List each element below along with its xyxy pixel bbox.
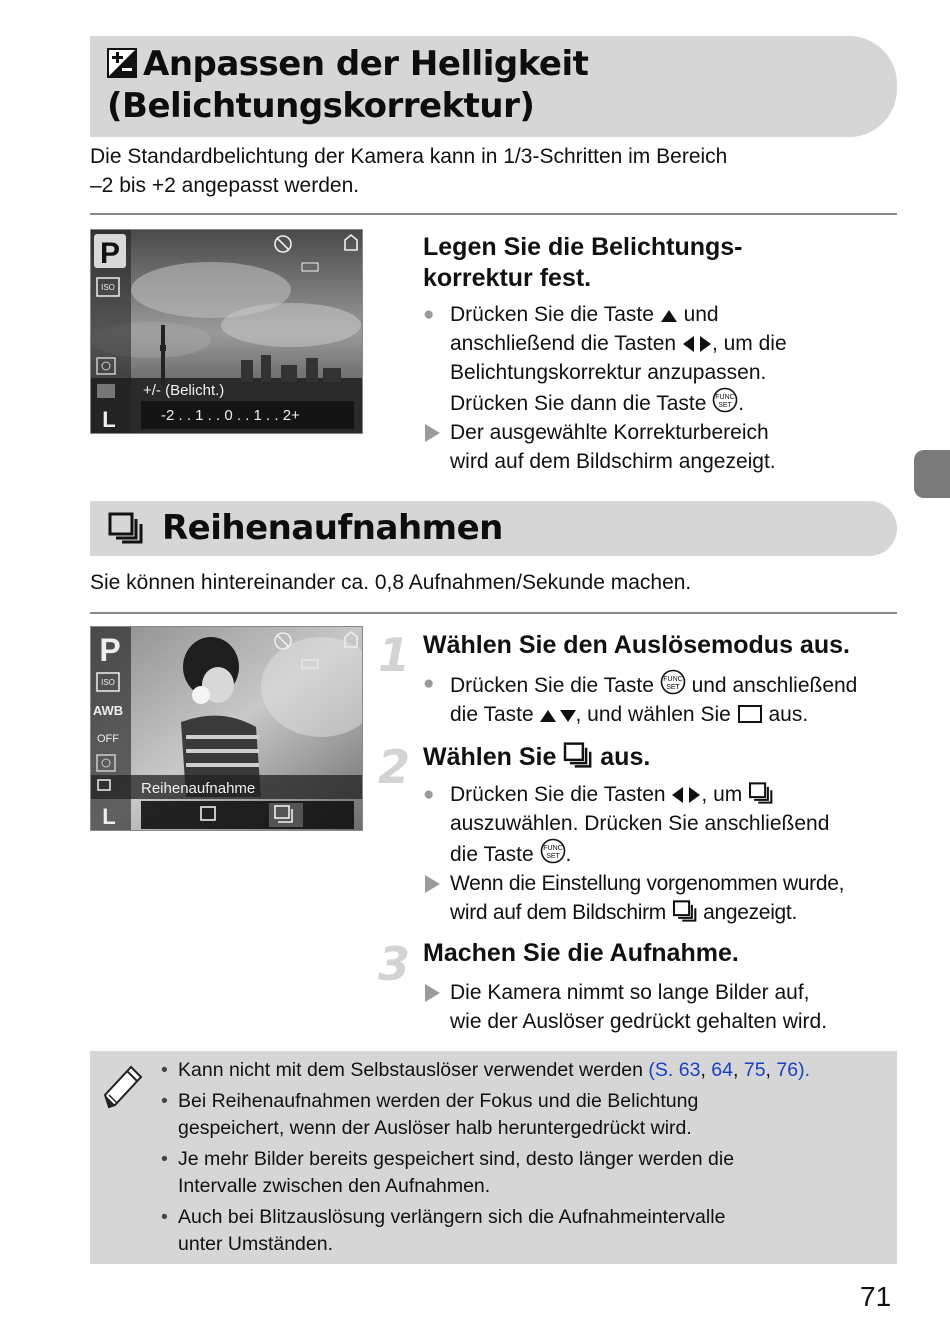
triangle-bullet-icon xyxy=(423,423,441,443)
screen-menu-label: +/- (Belicht.) xyxy=(143,382,225,399)
svg-text:AWB: AWB xyxy=(92,703,124,718)
circle-bullet-icon: ● xyxy=(423,304,435,325)
left-right-arrows-icon xyxy=(671,786,701,804)
step-number-2: 2 xyxy=(378,740,411,794)
step-number-3: 3 xyxy=(378,937,411,991)
page-ref-link: ). xyxy=(798,1059,811,1081)
step-title-3: Machen Sie die Aufnahme. xyxy=(423,939,739,967)
note-item: • Bei Reihenaufnahmen werden der Fokus und die Belichtung gespeichert, wenn der Auslöser halb heruntergedrückt wird. xyxy=(161,1090,699,1139)
page-ref-link[interactable]: 64 xyxy=(711,1059,733,1081)
svg-text:ISO: ISO xyxy=(101,678,115,687)
mode-indicator: P xyxy=(99,632,121,668)
divider xyxy=(90,612,897,614)
instruction-step-1: ● Drücken Sie die Taste FUNC SET und anschließend die Taste , und wählen Sie aus. xyxy=(423,669,893,729)
note-item: • Je mehr Bilder bereits gespeichert sind, desto länger werden die Intervalle zwischen den Aufnahmen. xyxy=(161,1148,735,1197)
func-set-button-icon xyxy=(712,387,738,413)
svg-text:SET: SET xyxy=(718,402,733,409)
result-step-3: Die Kamera nimmt so lange Bilder auf, wie der Auslöser gedrückt gehalten wird. xyxy=(423,978,827,1036)
func-set-button-icon xyxy=(660,669,686,695)
step-title-exposure: Legen Sie die Belichtungs- korrektur fest. xyxy=(423,233,743,292)
left-right-arrows-icon xyxy=(682,335,712,353)
step-title-2: Wählen Sie aus. xyxy=(423,743,651,771)
step-title-1: Wählen Sie den Auslösemodus aus. xyxy=(423,631,850,659)
instruction-exposure-1: ● Drücken Sie die Taste und anschließend die Tasten , um die Belichtungskorrektur anzupassen. Drücken Sie dann die Taste FUNC SET . xyxy=(423,300,787,418)
triangle-bullet-icon xyxy=(423,983,441,1003)
section-title-exposure: Anpassen der Helligkeit (Belichtungskorrektur) xyxy=(107,44,589,126)
up-arrow-icon xyxy=(660,308,678,324)
size-indicator: L xyxy=(102,407,116,432)
chapter-tab-marker xyxy=(914,450,950,498)
mode-indicator: P xyxy=(99,237,121,270)
intro-exposure: Die Standardbelichtung der Kamera kann in 1/3-Schritten im Bereich –2 bis +2 angepasst werden. xyxy=(90,145,728,197)
divider xyxy=(90,213,897,215)
instruction-step-2: ● Drücken Sie die Tasten , um auszuwählen. Drücken Sie anschließend die Taste FUNC SET . xyxy=(423,780,893,869)
intro-continuous: Sie können hintereinander ca. 0,8 Aufnahmen/Sekunde machen. xyxy=(90,571,692,594)
continuous-shooting-icon xyxy=(672,900,698,922)
svg-text:FUNC: FUNC xyxy=(715,394,736,401)
svg-text:FUNC: FUNC xyxy=(542,845,563,852)
note-list xyxy=(161,1057,896,1262)
continuous-shooting-icon xyxy=(748,782,774,804)
triangle-bullet-icon xyxy=(423,874,441,894)
svg-text:OFF: OFF xyxy=(97,733,119,745)
result-step-2: Wenn die Einstellung vorgenommen wurde, wird auf dem Bildschirm angezeigt. xyxy=(423,869,898,927)
section-header-continuous xyxy=(90,501,897,556)
section-title-continuous: Reihenaufnahmen xyxy=(162,508,503,548)
svg-text:SET: SET xyxy=(545,853,560,860)
note-item: • Kann nicht mit dem Selbstauslöser verwendet werden (S. 63, 64, 75, 76). xyxy=(161,1059,811,1081)
camera-screen-exposure xyxy=(90,229,363,434)
page-number: 71 xyxy=(860,1281,892,1312)
svg-text:ISO: ISO xyxy=(101,283,115,292)
section-header-exposure xyxy=(90,36,897,137)
result-exposure: Der ausgewählte Korrekturbereich wird auf dem Bildschirm angezeigt. xyxy=(423,418,776,476)
continuous-shooting-icon xyxy=(108,512,144,544)
func-set-button-icon xyxy=(540,838,566,864)
continuous-shooting-icon xyxy=(563,742,593,768)
circle-bullet-icon: ● xyxy=(423,673,435,694)
camera-screen-continuous xyxy=(90,626,363,831)
pencil-note-icon xyxy=(101,1063,145,1111)
page-ref-link[interactable]: 75 xyxy=(743,1059,766,1081)
svg-text:SET: SET xyxy=(665,684,680,691)
svg-text:FUNC: FUNC xyxy=(663,676,683,683)
note-item: • Auch bei Blitzauslösung verlängern sich die Aufnahmeintervalle unter Umständen. xyxy=(161,1206,726,1255)
exposure-scale: -2 . . 1 . . 0 . . 1 . . 2+ xyxy=(161,407,300,424)
page-ref-link[interactable]: 76 xyxy=(776,1059,799,1081)
single-shot-icon xyxy=(737,704,763,724)
screen-menu-label: Reihenaufnahme xyxy=(141,780,256,797)
circle-bullet-icon: ● xyxy=(423,784,435,805)
up-down-arrows-icon xyxy=(540,708,576,724)
step-number-1: 1 xyxy=(378,628,411,682)
size-indicator: L xyxy=(102,804,116,829)
page-ref-link[interactable]: (S. 63 xyxy=(648,1059,701,1081)
